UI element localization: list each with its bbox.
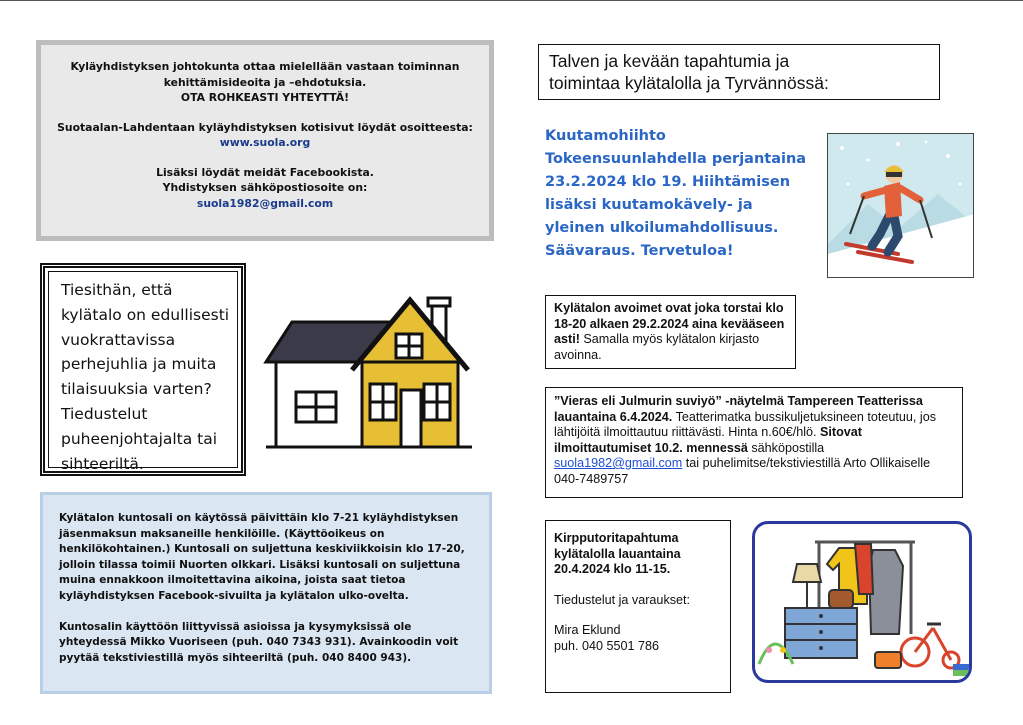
contact-line-1: Kyläyhdistyksen johtokunta ottaa mielellään vastaan toiminnan	[70, 60, 460, 73]
theater-deadline: Sitovat ilmoittautumiset 10.2. mennessä	[554, 425, 863, 455]
skier-icon	[827, 133, 974, 278]
gym-info-box	[40, 492, 492, 694]
flea-market-title: Kirpputoritapahtuma kylätalolla lauantaina 20.4.2024 klo 11-15.	[554, 531, 681, 576]
flea-market-icon	[752, 521, 972, 683]
events-title-line-2: toimintaa kylätalolla ja Tyrvännössä:	[549, 73, 829, 93]
hint-line: puheenjohtajalta tai	[61, 429, 218, 448]
flea-contact-phone: puh. 040 5501 786	[554, 638, 660, 653]
hint-line: kylätalo on edullisesti	[61, 305, 230, 324]
ski-line: lisäksi kuutamokävely- ja	[545, 197, 753, 213]
flea-inquiries-label: Tiedustelut ja varaukset:	[554, 592, 691, 607]
gym-line: yhteydessä Mikko Vuoriseen (puh. 040 7343 931). Avainkoodin voit	[59, 636, 459, 649]
website-link[interactable]: www.suola.org	[219, 136, 311, 149]
hint-line: Tiedustelut	[61, 404, 148, 423]
flea-contact-name: Mira Eklund	[554, 623, 621, 637]
contact-line-6: Yhdistyksen sähköpostiosoite on:	[162, 181, 368, 194]
theater-trip-box	[545, 387, 963, 498]
moonlight-ski-text	[545, 125, 820, 263]
gym-line: pyytää tekstiviestillä myös sihteeriltä (puh. 040 8400 943).	[59, 651, 412, 664]
events-title-line-1: Talven ja kevään tapahtumia ja	[549, 51, 790, 71]
open-evenings-rest: Samalla myös kylätalon kirjasto avoinna.	[554, 332, 760, 362]
gym-line: Kuntosalin käyttöön liittyvissä asioissa ja kysymyksissä ole	[59, 620, 412, 633]
theater-title: ”Vieras eli Julmurin suviyö” -näytelmä Tampereen Teatterissa lauantaina 6.4.2024.	[554, 394, 923, 424]
top-rule	[0, 0, 1023, 1]
contact-line-2: kehittämisideoita ja –ehdotuksia.	[163, 75, 367, 89]
hint-line: Tiesithän, että	[61, 281, 173, 299]
flea-market-box	[545, 520, 731, 693]
gym-line: jolloin tilassa toimii Nuorten olkkari. Lisäksi kuntosali on suljettuna	[59, 558, 461, 571]
contact-info-box	[36, 40, 494, 241]
contact-line-3: OTA ROHKEASTI YHTEYTTÄ!	[180, 91, 350, 104]
hint-line: sihteeriltä.	[61, 454, 144, 473]
theater-email-link[interactable]: suola1982@gmail.com	[554, 456, 683, 470]
hint-line: vuokrattavissa	[61, 330, 176, 349]
contact-email[interactable]: suola1982@gmail.com	[196, 196, 334, 210]
ski-line: yleinen ulkoilumahdollisuus.	[545, 220, 779, 236]
open-evenings-box	[545, 295, 796, 369]
gym-line: henkilökohtainen.) Kuntosali on suljettuna keskiviikkoisin klo 17-20,	[59, 543, 465, 556]
contact-line-5: Lisäksi löydät meidät Facebookista.	[156, 165, 374, 179]
gym-line: muina ennakkoon ilmoitettavina aikoina, joista saat tietoa	[59, 574, 406, 587]
events-title-box	[538, 44, 940, 100]
theater-text-1: Teatterimatka bussikuljetuksineen toteutuu, jos lähtijöitä ilmoittautuu riittävästi. Hinta n.60€/hlö.	[554, 409, 936, 439]
ski-line: 23.2.2024 klo 19. Hiihtämisen	[545, 174, 791, 190]
theater-text-2: sähköpostilla	[747, 440, 825, 455]
ski-line: Säävaraus. Tervetuloa!	[545, 243, 734, 259]
hint-line: perhejuhlia ja muita	[61, 355, 217, 374]
theater-text-3: tai puhelimitse/tekstiviestillä Arto Ollikaiselle 040-7489757	[554, 456, 931, 486]
rental-hint-box	[40, 263, 246, 476]
gym-line: kyläyhdistyksen Facebook-sivuilta ja kylätalon ulko-oveltа.	[59, 589, 409, 602]
open-evenings-bold: Kylätalon avoimet ovat joka torstai klo 18-20 alkaen 29.2.2024 aina kevääseen asti!	[554, 301, 785, 346]
contact-line-4: Suotaalan-Lahdentaan kyläyhdistyksen kotisivut löydät osoitteesta:	[57, 120, 473, 134]
gym-line: Kylätalon kuntosali on käytössä päivittäin klo 7-21 kyläyhdistyksen	[59, 512, 459, 524]
hint-line: tilaisuuksia varten?	[61, 380, 212, 399]
house-icon	[262, 292, 482, 452]
ski-line: Tokeensuunlahdella perjantaina	[545, 151, 807, 167]
ski-line: Kuutamohiihto	[545, 128, 666, 144]
gym-line: jäsenmaksun maksaneille henkilöille. (Käyttöoikeus on	[59, 527, 385, 540]
